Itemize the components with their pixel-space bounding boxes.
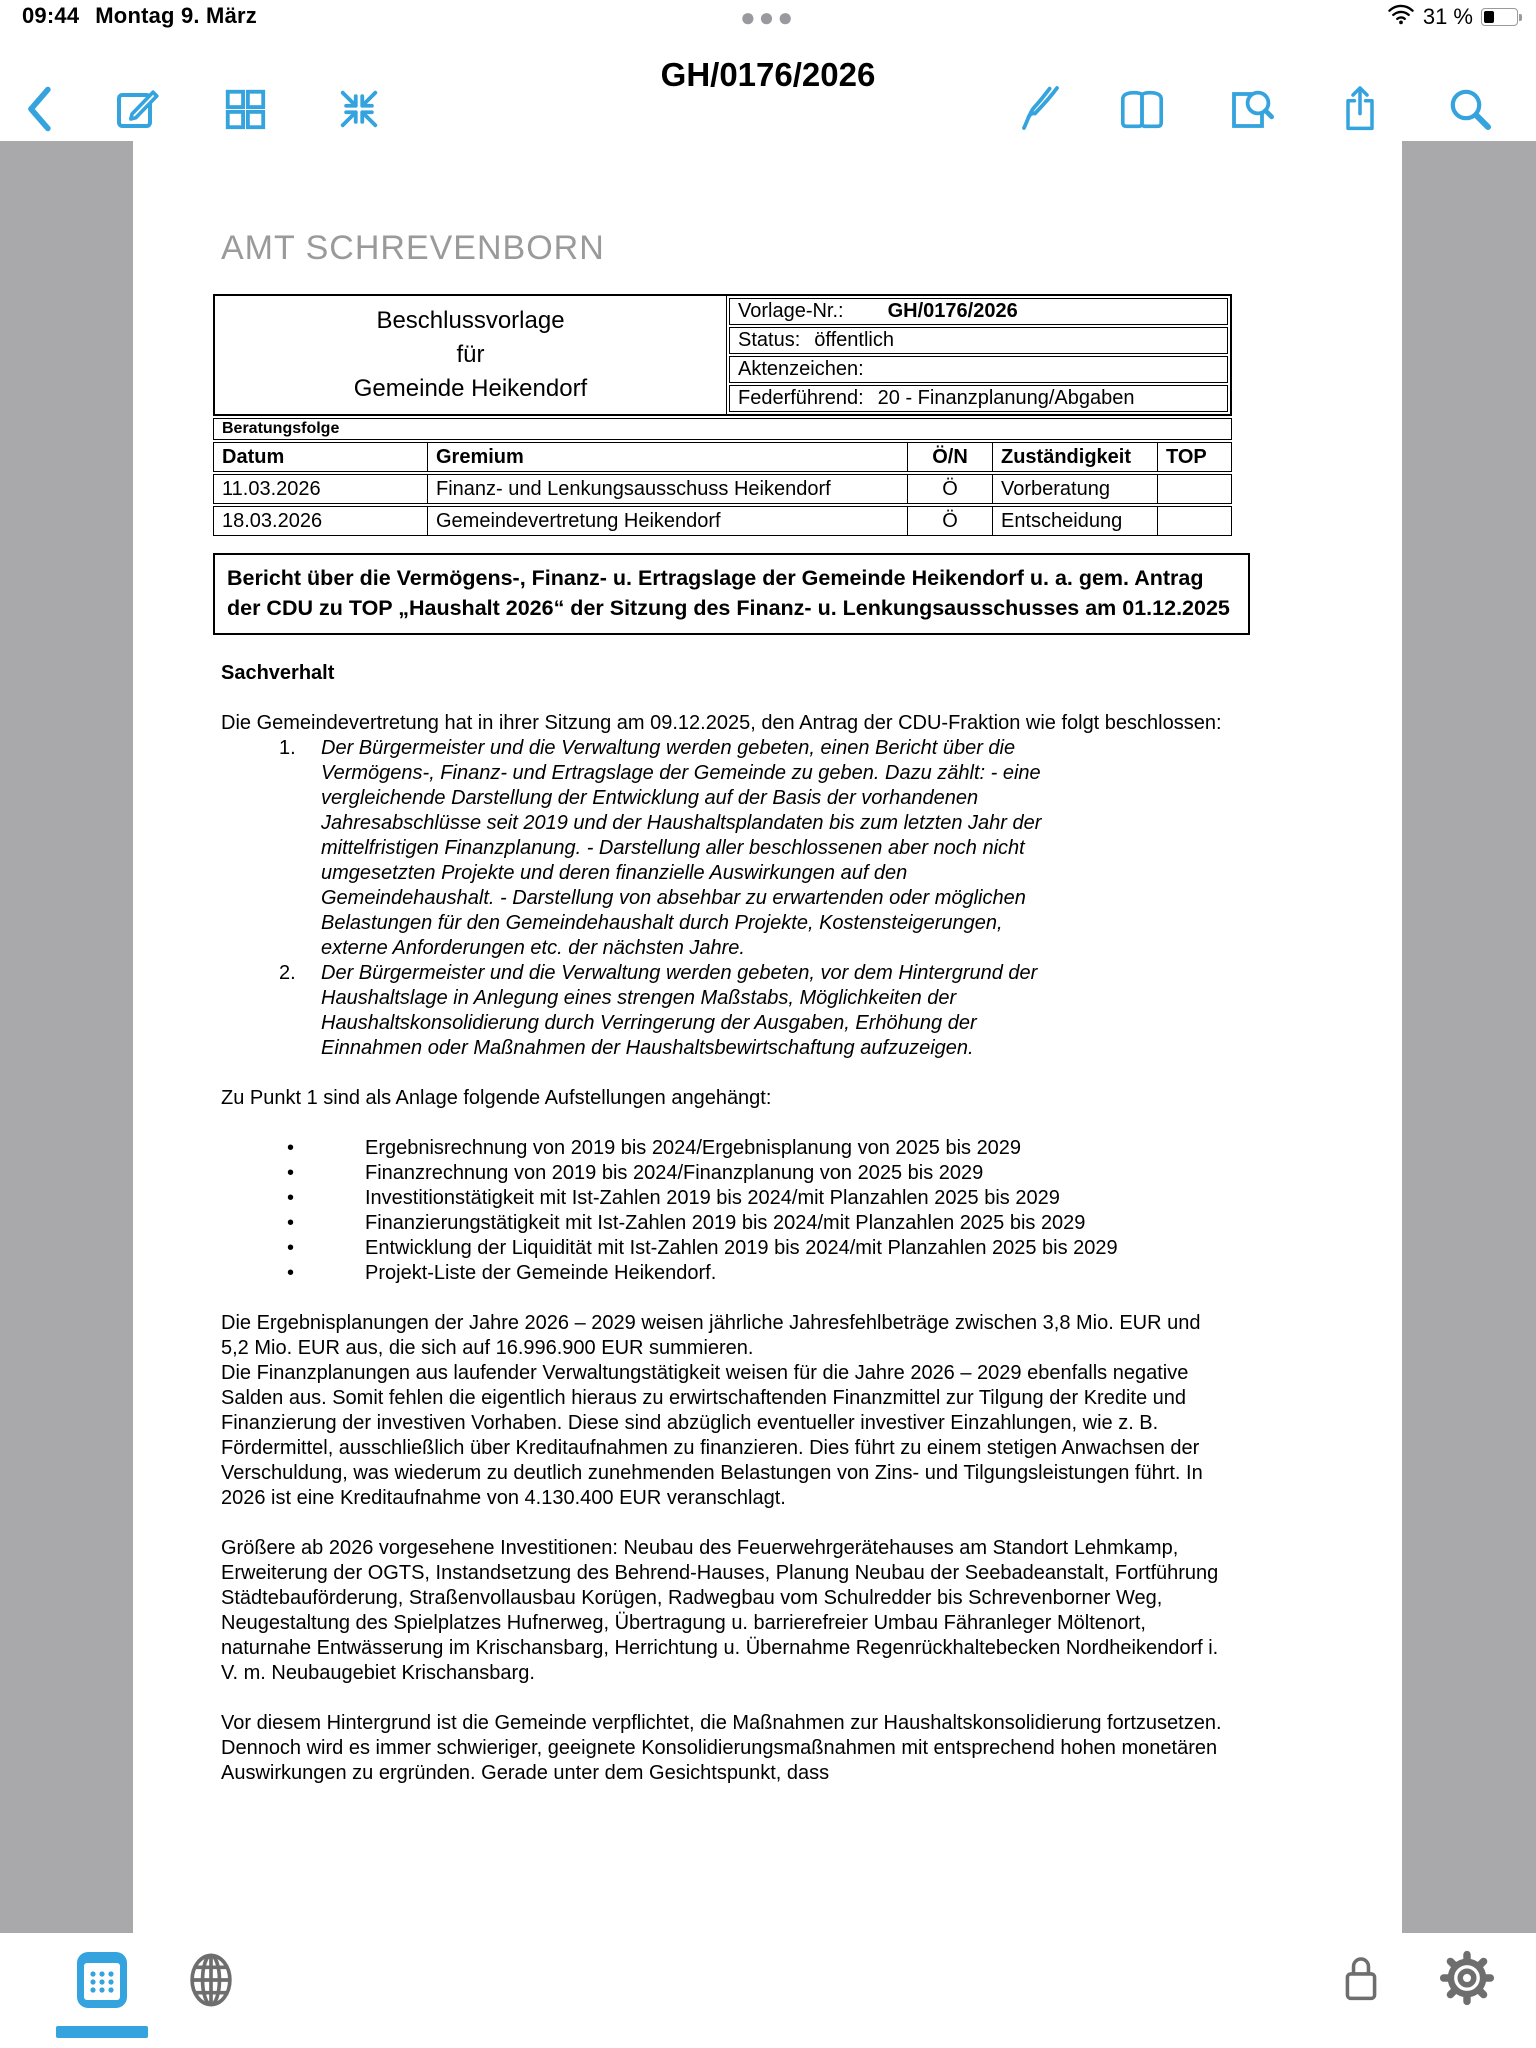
field-aktenzeichen — [729, 356, 1228, 383]
cell-zustaendigkeit: Vorberatung — [993, 475, 1158, 503]
document-title: GH/0176/2026 — [660, 56, 876, 93]
item-text: Der Bürgermeister und die Verwaltung werden gebeten, einen Bericht über die Vermögens-, Finanz- und Ertragslage der Gemeinde zu geben. Dazu zählt: - eine vergleichende Darstellung der Entwicklung auf der Basis der vorhandenen Jahresabschlüsse seit 2019 und der Haushaltsplandaten bis zum letzten Jahr der mittelfristigen Finanzplanung. - Darstellung aller beschlossenen aber noch nicht umgesetzten Projekte und deren finanzielle Auswirkungen auf den Gemeindehaushalt. - Darstellung von absehbar zu erwartenden oder möglichen Belastungen für den Gemeindehaushalt durch Projekte, Kostensteigerungen, externe Anforderungen etc. der nächsten Jahre. — [321, 737, 1042, 959]
wifi-icon — [1387, 3, 1415, 30]
closing-paragraph: Vor diesem Hintergrund ist die Gemeinde verpflichtet, die Maßnahmen zur Haushaltskonsolidierung fortzusetzen. Dennoch wird es immer schwieriger, geeignete Konsolidierungsmaßnahmen mit entsprechend hohen monetären Auswirkungen zu ergründen. Gerade unter dem Gesichtspunkt, dass — [221, 1712, 1222, 1784]
document-viewer[interactable] — [0, 141, 1536, 1933]
cell-oen: Ö — [908, 507, 993, 535]
col-oen: Ö/N — [908, 443, 993, 471]
header-title-line: Gemeinde Heikendorf — [353, 375, 588, 402]
brush-icon — [1014, 85, 1062, 133]
back-button[interactable] — [14, 83, 64, 135]
thumbnails-grid-button[interactable] — [220, 83, 270, 135]
bullet-text: Projekt-Liste der Gemeinde Heikendorf. — [365, 1262, 717, 1284]
grid-icon — [222, 86, 268, 132]
list-item — [221, 1211, 1225, 1236]
col-datum: Datum — [214, 443, 428, 471]
financial-paragraph: Die Ergebnisplanungen der Jahre 2026 – 2029 weisen jährliche Jahresfehlbeträge zwischen 3,8 Mio. EUR und 5,2 Mio. EUR aus, die sich auf 16.996.900 EUR summieren. — [221, 1312, 1201, 1359]
cell-datum: 18.03.2026 — [214, 507, 428, 535]
lock-icon — [1342, 1990, 1380, 2007]
field-label: Federführend: — [738, 387, 864, 409]
cell-gremium: Finanz- und Lenkungsausschuss Heikendorf — [428, 475, 908, 503]
reading-mode-button[interactable] — [1117, 83, 1167, 135]
table-row — [213, 474, 1232, 504]
section-heading: Sachverhalt — [221, 662, 335, 684]
item-number: 2. — [279, 962, 296, 984]
table-row — [213, 506, 1232, 536]
bullet-glyph: • — [287, 1162, 295, 1184]
header-title-cell — [215, 296, 727, 414]
numbered-item — [221, 736, 1225, 961]
status-date: Montag 9. März — [95, 3, 257, 28]
clock: 09:44 — [22, 3, 80, 28]
cell-datum: 11.03.2026 — [214, 475, 428, 503]
bullet-text: Finanzrechnung von 2019 bis 2024/Finanzplanung von 2025 bis 2029 — [365, 1162, 984, 1184]
col-zustaendigkeit: Zuständigkeit — [993, 443, 1158, 471]
financial-paragraph: Die Finanzplanungen aus laufender Verwaltungstätigkeit weisen für die Jahre 2026 – 2029 ebenfalls negative Salden aus. Somit fehlen die eigentlich hieraus zu erwirtschaftenden Finanzmittel zur Tilgung der Kredite und Finanzierung der investiven Vorhaben. Diese sind abzüglich eventueller investiver Einzahlungen, wie z. B. Fördermittel, ausschließlich über Kreditaufnahmen zu finanzieren. Dies führt zu einem stetigen Anwachsen der Verschuldung, was wiederum zu deutlich zunehmenden Belastungen von Zins- und Tilgungsleistungen führt. In 2026 ist eine Kreditaufnahme von 4.130.400 EUR veranschlagt. — [221, 1362, 1203, 1509]
bullet-list — [221, 1136, 1225, 1286]
bullet-text: Entwicklung der Liquidität mit Ist-Zahlen 2019 bis 2024/mit Planzahlen 2025 bis 2029 — [365, 1237, 1118, 1259]
bullet-text: Finanzierungstätigkeit mit Ist-Zahlen 2019 bis 2024/mit Planzahlen 2025 bis 2029 — [365, 1212, 1086, 1234]
cell-top — [1158, 507, 1231, 535]
field-label: Vorlage-Nr.: — [738, 300, 844, 322]
bullet-glyph: • — [287, 1137, 295, 1159]
field-status — [729, 327, 1228, 354]
header-table — [213, 294, 1232, 416]
list-item — [221, 1186, 1225, 1211]
agency-logo-text: AMT SCHREVENBORN — [221, 229, 605, 267]
share-button[interactable] — [1335, 83, 1385, 135]
lock-rotation-button[interactable] — [1342, 1953, 1380, 2008]
table-header-row — [213, 442, 1232, 472]
top-toolbar — [0, 32, 1536, 141]
page-thumbnails-button[interactable] — [76, 1951, 128, 2014]
gear-icon — [1438, 1994, 1496, 2011]
document-body — [221, 661, 1225, 1786]
beratungsfolge-caption: Beratungsfolge — [213, 418, 1232, 440]
thumbnail-grid-icon — [76, 1996, 128, 2013]
anlage-intro: Zu Punkt 1 sind als Anlage folgende Aufstellungen angehängt: — [221, 1087, 772, 1109]
bullet-glyph: • — [287, 1237, 295, 1259]
subject-box: Bericht über die Vermögens-, Finanz- u. Ertragslage der Gemeinde Heikendorf u. a. gem. Antrag der CDU zu TOP „Haushalt 2026“ der Sitzung des Finanz- u. Lenkungsausschusses am 01.12.2025 — [213, 553, 1250, 635]
battery-percent-label: 31 % — [1422, 3, 1473, 29]
share-icon — [1337, 85, 1383, 133]
field-value: öffentlich — [814, 329, 894, 351]
multitask-dots-icon: ●●● — [739, 2, 797, 32]
bullet-text: Investitionstätigkeit mit Ist-Zahlen 2019 bis 2024/mit Planzahlen 2025 bis 2029 — [365, 1187, 1060, 1209]
header-title-line: für — [456, 341, 485, 368]
search-button[interactable] — [1445, 83, 1495, 135]
pdf-page — [133, 141, 1402, 1933]
header-fields — [727, 296, 1230, 414]
list-item — [221, 1161, 1225, 1186]
header-title-line: Beschlussvorlage — [376, 307, 565, 334]
cell-top — [1158, 475, 1231, 503]
open-book-icon — [1117, 85, 1167, 133]
chevron-left-icon — [24, 86, 54, 132]
globe-icon — [182, 1998, 240, 2015]
item-number: 1. — [279, 737, 296, 759]
field-vorlage-nr — [729, 298, 1228, 325]
bullet-text: Ergebnisrechnung von 2019 bis 2024/Ergebnisplanung von 2025 bis 2029 — [365, 1137, 1022, 1159]
settings-button[interactable] — [1438, 1949, 1496, 2012]
web-browser-button[interactable] — [182, 1949, 240, 2016]
field-label: Aktenzeichen: — [738, 358, 864, 380]
bullet-glyph: • — [287, 1187, 295, 1209]
numbered-item — [221, 961, 1225, 1061]
field-federfuehrend — [729, 385, 1228, 412]
field-value: 20 - Finanzplanung/Abgaben — [877, 387, 1135, 409]
cell-oen: Ö — [908, 475, 993, 503]
field-value: GH/0176/2026 — [887, 300, 1018, 322]
list-item — [221, 1136, 1225, 1161]
list-item — [221, 1236, 1225, 1261]
investment-paragraph: Größere ab 2026 vorgesehene Investitionen: Neubau des Feuerwehrgerätehauses am Standort Lehmkamp, Erweiterung der OGTS, Instandsetzung des Behrend-Hauses, Planung Neubau der Seebadeanstalt, Fortführung Städtebauförderung, Straßenvollausbau Korügen, Radwegbau vom Schulredder bis Schrevenborner Weg, Neugestaltung des Spielplatzes Hufnerweg, Übertragung u. barrierefreier Umbau Fähranleger Möltenort, naturnahe Entwässerung im Krischansbarg, Herrichtung u. Übernahme Regenrückhaltebecken Nordheikendorf i. V. m. Neubaugebiet Krischansbarg. — [221, 1537, 1219, 1684]
item-text: Der Bürgermeister und die Verwaltung werden gebeten, vor dem Hintergrund der Haushaltslage in Anlegung eines strengen Maßstabs, Möglichkeiten der Haushaltskonsolidierung durch Verringerung der Ausgaben, Erhöhung der Einnahmen oder Maßnahmen der Haushaltsbewirtschaftung aufzuzeigen. — [321, 962, 1038, 1059]
page-scrubber[interactable] — [56, 2026, 148, 2038]
page-search-icon — [1227, 85, 1275, 133]
collapse-view-button[interactable] — [334, 83, 384, 135]
annotate-button[interactable] — [112, 83, 162, 135]
search-in-page-button[interactable] — [1226, 83, 1276, 135]
draw-markup-button[interactable] — [1013, 83, 1063, 135]
bullet-glyph: • — [287, 1262, 295, 1284]
status-bar — [0, 0, 1536, 32]
intro-paragraph: Die Gemeindevertretung hat in ihrer Sitzung am 09.12.2025, den Antrag der CDU-Fraktion wie folgt beschlossen: — [221, 712, 1222, 734]
beratungsfolge-table — [213, 418, 1232, 536]
bullet-glyph: • — [287, 1212, 295, 1234]
col-top: TOP — [1166, 446, 1207, 468]
cell-gremium: Gemeindevertretung Heikendorf — [428, 507, 908, 535]
compose-icon — [113, 85, 161, 133]
collapse-arrows-icon — [336, 86, 382, 132]
battery-icon — [1481, 8, 1518, 26]
status-right — [1387, 3, 1518, 30]
search-icon — [1446, 85, 1494, 133]
cell-zustaendigkeit: Entscheidung — [993, 507, 1158, 535]
bottom-toolbar — [0, 1933, 1536, 2048]
field-label: Status: — [738, 329, 801, 351]
list-item — [221, 1261, 1225, 1286]
col-gremium: Gremium — [428, 443, 908, 471]
